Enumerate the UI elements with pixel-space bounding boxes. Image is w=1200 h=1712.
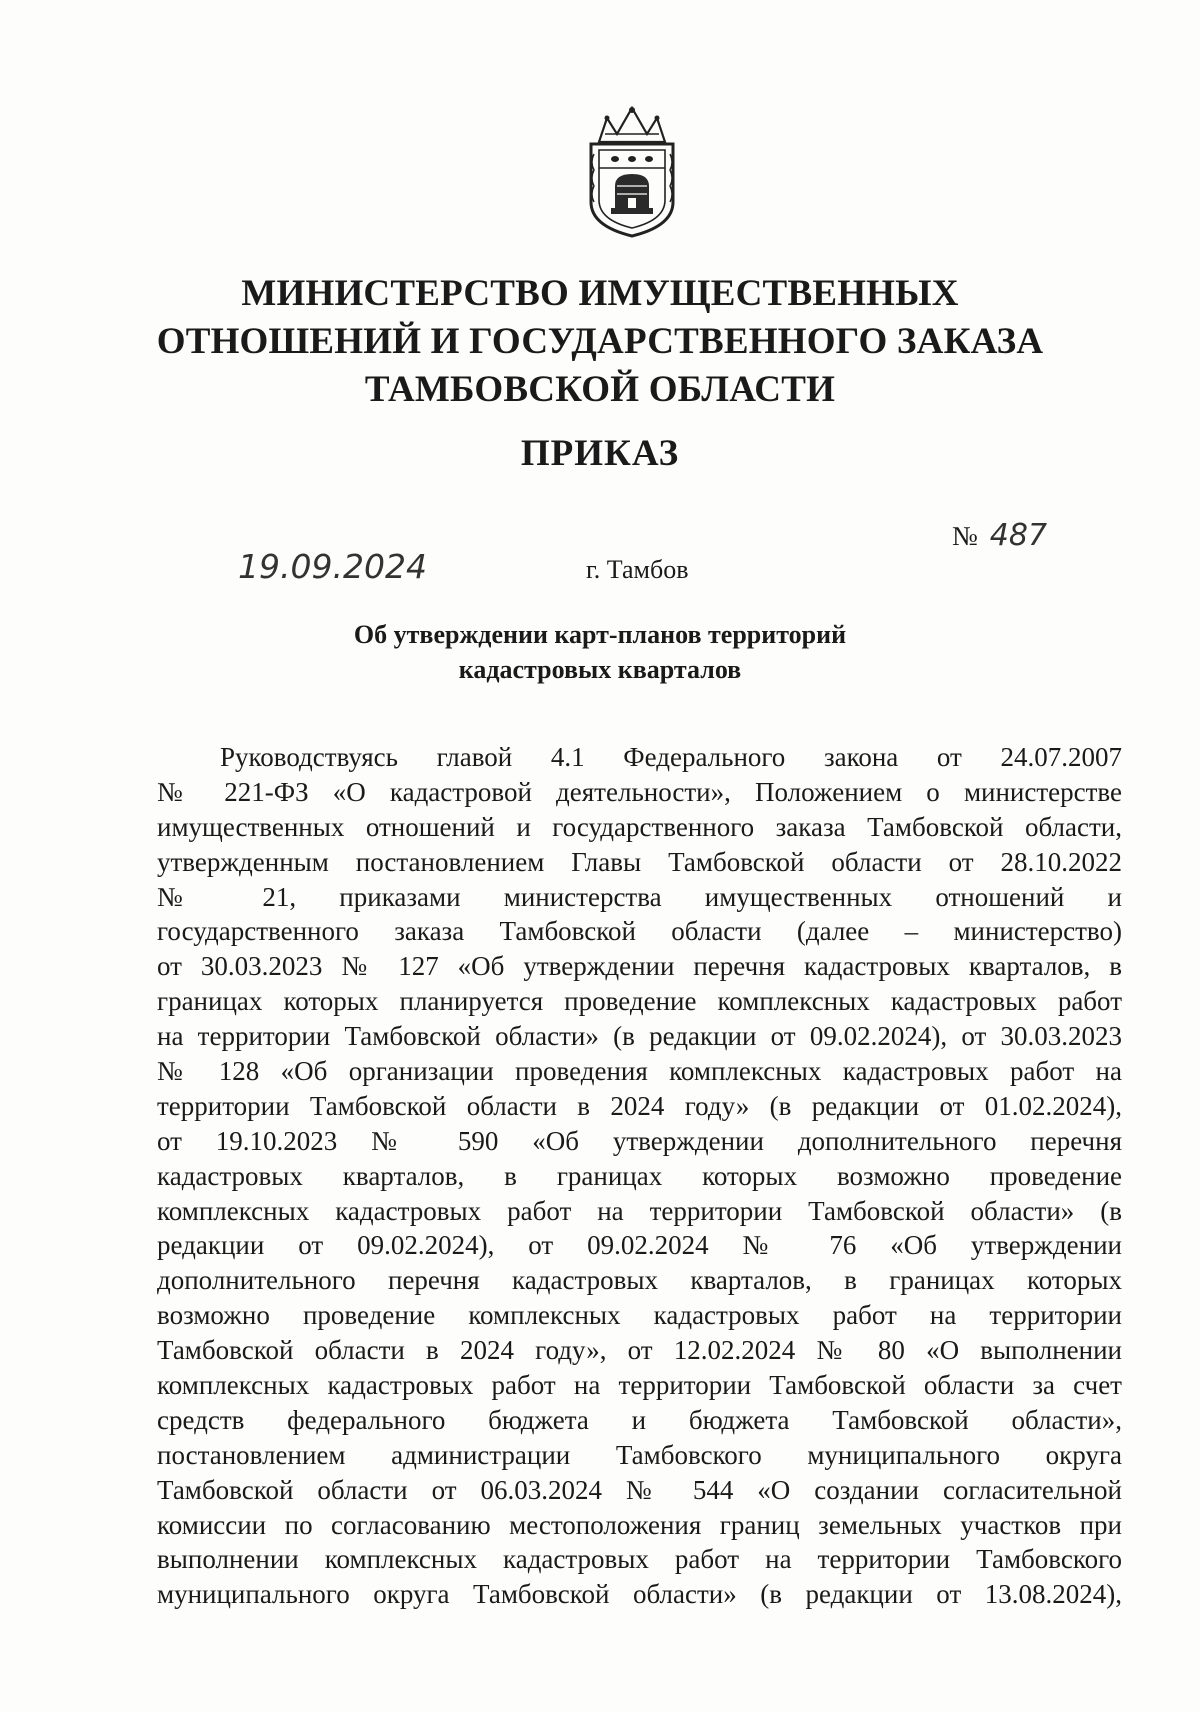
body-line <box>157 845 1122 880</box>
body-line <box>157 1333 1122 1368</box>
body-line <box>157 1473 1122 1508</box>
body-line <box>157 1298 1122 1333</box>
body-line <box>157 1438 1122 1473</box>
document-date: 19.09.2024 <box>238 547 427 586</box>
body-line <box>157 1054 1122 1089</box>
body-line-text: кадастровых кварталов, в границах которых возможно проведение <box>157 1160 1122 1191</box>
body-line-text: Руководствуясь главой 4.1 Федерального закона от 24.07.2007 <box>220 742 1122 772</box>
subject-line: кадастровых кварталов <box>458 655 742 684</box>
body-line-text: имущественных отношений и государственного заказа Тамбовской области, <box>157 811 1122 842</box>
body-line-text: № 128 «Об организации проведения комплексных кадастровых работ на <box>157 1056 1122 1087</box>
body-line <box>157 949 1122 984</box>
ministry-name-line: ТАМБОВСКОЙ ОБЛАСТИ <box>364 369 836 410</box>
body-line <box>157 1194 1122 1229</box>
body-line-text: № 221-ФЗ «О кадастровой деятельности», Положением о министерстве <box>157 776 1122 807</box>
body-line <box>157 1508 1122 1543</box>
body-line-text: границах которых планируется проведение комплексных кадастровых работ <box>157 986 1122 1017</box>
tambov-coat-of-arms-icon <box>577 104 687 240</box>
body-line <box>157 1228 1122 1263</box>
body-line <box>157 1089 1122 1124</box>
ministry-name-line: ОТНОШЕНИЙ И ГОСУДАРСТВЕННОГО ЗАКАЗА <box>156 321 1044 362</box>
body-line-text: дополнительного перечня кадастровых кварталов, в границах которых <box>157 1265 1122 1296</box>
body-line <box>157 984 1122 1019</box>
document-body <box>157 740 1122 1612</box>
body-line-text: постановлением администрации Тамбовского муниципального округа <box>157 1439 1122 1470</box>
body-line <box>157 775 1122 810</box>
body-line-text: редакции от 09.02.2024), от 09.02.2024 № 76 «Об утверждении <box>157 1230 1122 1261</box>
body-line-text: от 30.03.2023 № 127 «Об утверждении перечня кадастровых кварталов, в <box>157 951 1122 982</box>
body-line-text: муниципального округа Тамбовской области» (в редакции от 13.08.2024), <box>157 1579 1122 1610</box>
body-line <box>157 1263 1122 1298</box>
body-line-text: возможно проведение комплексных кадастровых работ на территории <box>157 1300 1122 1331</box>
body-line-text: выполнении комплексных кадастровых работ на территории Тамбовского <box>157 1544 1122 1575</box>
body-line <box>157 1368 1122 1403</box>
body-line-text: Тамбовской области от 06.03.2024 № 544 «О создании согласительной <box>157 1474 1122 1505</box>
ministry-name <box>100 270 1100 414</box>
body-line <box>157 1577 1122 1612</box>
body-line <box>157 880 1122 915</box>
body-line <box>157 1124 1122 1159</box>
subject-line: Об утверждении карт-планов территорий <box>353 620 847 649</box>
body-line-text: Тамбовской области в 2024 году», от 12.02.2024 № 80 «О выполнении <box>157 1335 1122 1366</box>
body-line-text: комплексных кадастровых работ на территории Тамбовской области» (в <box>157 1195 1122 1226</box>
body-line <box>157 1159 1122 1194</box>
body-line-text: от 19.10.2023 № 590 «Об утверждении дополнительного перечня <box>157 1125 1122 1156</box>
body-line <box>157 1542 1122 1577</box>
number-label: № <box>952 521 978 551</box>
body-line <box>157 914 1122 949</box>
document-subject <box>200 617 1000 687</box>
body-line <box>157 1403 1122 1438</box>
number-value: 487 <box>989 518 1048 553</box>
document-number <box>952 518 1047 553</box>
body-line-text: средств федерального бюджета и бюджета Тамбовской области», <box>157 1404 1122 1435</box>
body-line <box>157 740 1122 775</box>
body-line-text: утвержденным постановлением Главы Тамбовской области от 28.10.2022 <box>157 846 1122 877</box>
body-line-text: № 21, приказами министерства имущественных отношений и <box>157 881 1122 912</box>
document-type-title: ПРИКАЗ <box>520 433 680 474</box>
body-line-text: комплексных кадастровых работ на территории Тамбовской области за счет <box>157 1370 1122 1401</box>
body-line-text: территории Тамбовской области в 2024 году» (в редакции от 01.02.2024), <box>157 1090 1122 1121</box>
body-line-text: комиссии по согласованию местоположения границ земельных участков при <box>157 1509 1122 1540</box>
ministry-name-line: МИНИСТЕРСТВО ИМУЩЕСТВЕННЫХ <box>241 273 959 314</box>
body-line <box>157 1019 1122 1054</box>
body-line <box>157 810 1122 845</box>
body-line-text: на территории Тамбовской области» (в редакции от 09.02.2024), от 30.03.2023 <box>157 1021 1122 1052</box>
body-line-text: государственного заказа Тамбовской области (далее – министерство) <box>157 916 1122 947</box>
document-city: г. Тамбов <box>586 555 689 584</box>
